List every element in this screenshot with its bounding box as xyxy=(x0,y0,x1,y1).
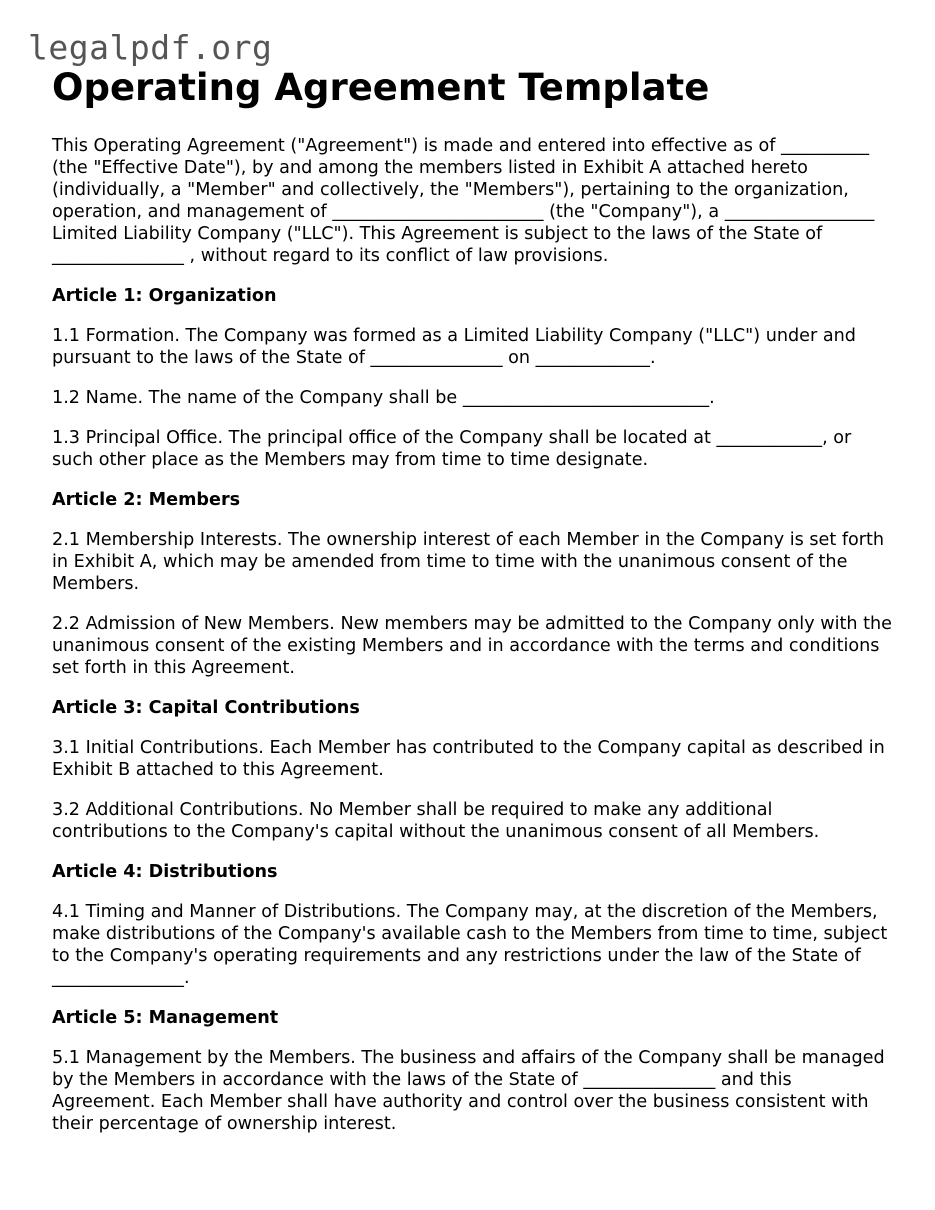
article-heading: Article 2: Members xyxy=(52,490,241,510)
section-1-3: 1.3 Principal Office. The principal office of the Company shall be located at ____________, or such other place as the Members may from time to time designate. xyxy=(52,428,852,470)
section-2-1: 2.1 Membership Interests. The ownership interest of each Member in the Company is set forth in Exhibit A, which may be amended from time to time with the unanimous consent of the Members. xyxy=(52,530,885,594)
intro-paragraph: This Operating Agreement ("Agreement") is made and entered into effective as of __________ (the "Effective Date"), by and among the members listed in Exhibit A attached hereto (individually, a "Member" and collectively, the "Members"), pertaining to the organization, operation, and management of ________________________ (the "Company"), a _________________ Limited Liability Company ("LLC"). This Agreement is subject to the laws of the State of _______________ , without regard to its conflict of law provisions. xyxy=(52,136,875,266)
section-3-2: 3.2 Additional Contributions. No Member shall be required to make any additional contributions to the Company's capital without the unanimous consent of all Members. xyxy=(52,800,820,842)
article-4 xyxy=(52,861,892,989)
article-2 xyxy=(52,489,892,679)
document-body xyxy=(52,66,892,1153)
article-heading: Article 3: Capital Contributions xyxy=(52,698,360,718)
article-heading: Article 4: Distributions xyxy=(52,862,278,882)
section-5-1: 5.1 Management by the Members. The business and affairs of the Company shall be managed by the Members in accordance with the laws of the State of _______________ and this Agreement. Each Member shall have authority and control over the business consistent with their percentage of ownership interest. xyxy=(52,1048,885,1134)
section-2-2: 2.2 Admission of New Members. New members may be admitted to the Company only with the unanimous consent of the existing Members and in accordance with the terms and conditions set forth in this Agreement. xyxy=(52,614,892,678)
document-title: Operating Agreement Template xyxy=(52,66,710,109)
article-3 xyxy=(52,697,892,843)
article-1 xyxy=(52,285,892,471)
article-5 xyxy=(52,1007,892,1135)
section-3-1: 3.1 Initial Contributions. Each Member has contributed to the Company capital as described in Exhibit B attached to this Agreement. xyxy=(52,738,885,780)
section-4-1: 4.1 Timing and Manner of Distributions. The Company may, at the discretion of the Members, make distributions of the Company's available cash to the Members from time to time, subject to the Company's operating requirements and any restrictions under the law of the State of _______________. xyxy=(52,902,888,988)
article-heading: Article 1: Organization xyxy=(52,286,277,306)
section-1-2: 1.2 Name. The name of the Company shall be ____________________________. xyxy=(52,388,715,408)
watermark-logo: legalpdf.org xyxy=(28,28,273,67)
article-heading: Article 5: Management xyxy=(52,1008,279,1028)
section-1-1: 1.1 Formation. The Company was formed as a Limited Liability Company ("LLC") under and pursuant to the laws of the State of _______________ on _____________. xyxy=(52,326,856,368)
